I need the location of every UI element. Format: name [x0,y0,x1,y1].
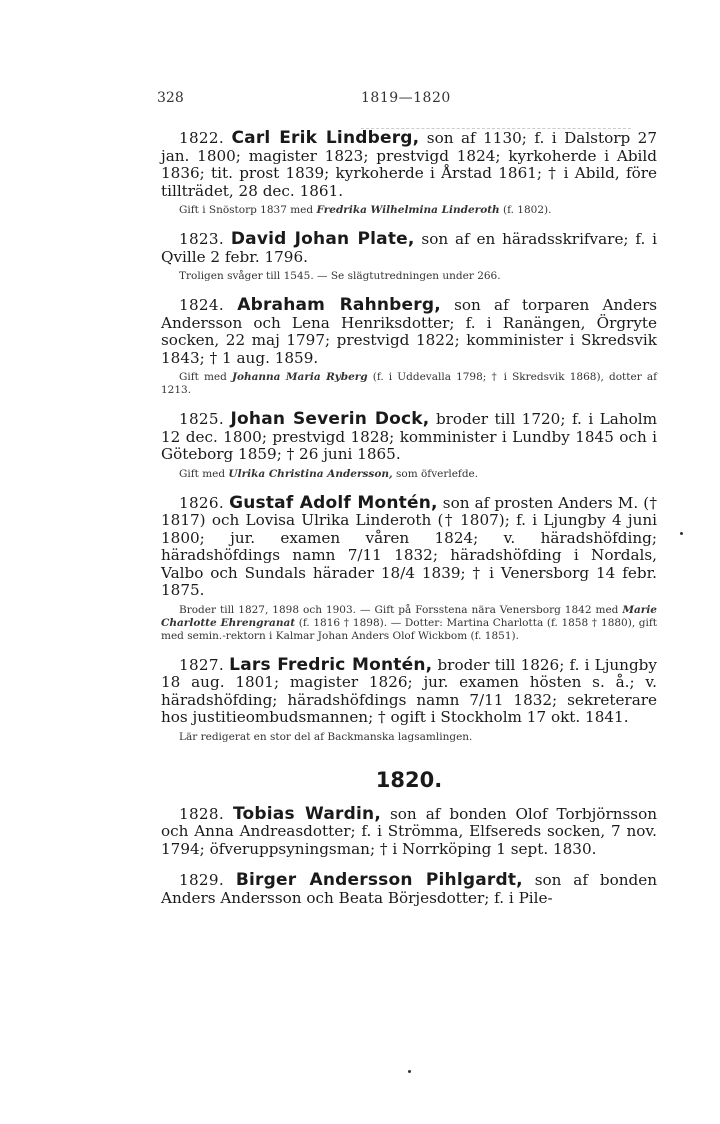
entry-note: Broder till 1827, 1898 och 1903. — Gift på Forsstena nära Venersborg 1842 med Marie Charlotte Ehrengranat (f. 1816 † 1898). — Dotter: Martina Charlotta (f. 1858 † 1880), gift med semin.-rektorn i Kalmar Johan Anders Olof Wickbom (f. 1851). [161,603,657,642]
entry-1823 [161,231,657,266]
entry-1826 [161,492,657,600]
margin-mark [408,1070,411,1073]
entry-name: Gustaf Adolf Montén, [229,492,438,513]
entry-note: Gift med Ulrika Christina Andersson, som öfverlefde. [179,467,479,480]
entry-text: son af prosten Anders M. († 1817) och Lovisa Ulrika Linderoth († 1807); f. i Ljungby 4 juni 1800; jur. examen våren 1824; v. häradshöfding; häradshöfdings namn 7/11 1832; häradshöfding i Nordals, Valbo och Sundals härader 18/4 1839; † i Venersborg 14 febr. 1875. [161,493,657,599]
entry-1828 [161,803,658,859]
entry-text: son af en häradsskrifvare; f. i Qville 2 febr. 1796. [161,230,658,266]
entry-number: 1828. [179,804,224,823]
entry-text: broder till 1826; f. i Ljungby 18 aug. 1801; magister 1826; jur. examen hösten s. å.; v. häradshöfding; häradshöfdings namn 7/11 1832; sekreterare hos justitieombudsmannen; † ogift i Stockholm 17 okt. 1841. [161,655,657,726]
entry-number: 1825. [179,410,224,428]
header-years: 1819—1820 [361,90,451,106]
entry-text: son af bonden Anders Andersson och Beata Börjesdotter; f. i Pile- [161,871,658,907]
entry-text: broder till 1720; f. i Laholm 12 dec. 1800; prestvigd 1828; komminister i Lundby 1845 och i Göteborg 1859; † 26 juni 1865. [161,410,658,463]
entry-1829 [161,872,657,907]
entry-number: 1823. [179,230,224,248]
entry-text: son af 1130; f. i Dalstorp 27 jan. 1800; magister 1823; prestvigd 1824; kyrkoherde i Abild 1836; tit. prost 1839; kyrkoherde i Årstad 1861; † i Abild, före tillträdet, 28 dec. 1861. [161,129,657,200]
header-rule [361,128,631,129]
entry-note: Lär redigerat en stor del af Backmanska lagsamlingen. [179,730,473,743]
entry-1824 [161,297,657,367]
entry-name: Birger Andersson Pihlgardt, [235,870,523,890]
entry-note: Troligen svåger till 1545. — Se slägtutredningen under 266. [179,270,501,282]
page [157,90,658,907]
entry-1827 [161,654,657,727]
entry-name: Abraham Rahnberg, [237,295,441,315]
entry-name: Tobias Wardin, [232,803,382,824]
entry-number: 1827. [179,655,224,674]
entry-name: Lars Fredric Montén, [229,654,433,675]
entry-1825 [161,411,657,464]
entry-name: David Johan Plate, [230,229,415,249]
entry-note: Gift med Johanna Maria Ryberg (f. i Uddevalla 1798; † i Skredsvik 1868), dotter af 1213. [161,371,657,396]
entry-text: son af bonden Olof Torbjörnsson och Anna Andreasdotter; f. i Strömma, Elfsereds socken, 7 nov. 1794; öfveruppsyningsman; † i Norrköping 1 sept. 1830. [161,804,658,858]
running-header [157,90,657,110]
margin-mark [680,532,683,535]
entry-note: Gift i Snöstorp 1837 med Fredrika Wilhelmina Linderoth (f. 1802). [179,204,552,216]
year-heading: 1820. [375,767,443,792]
page-number: 328 [157,90,184,106]
entry-name: Carl Erik Lindberg, [231,128,420,148]
entry-text: son af torparen Anders Andersson och Lena Henriksdotter; f. i Ranängen, Örgryte socken, 22 maj 1797; prestvigd 1822; komminister i Skredsvik 1843; † 1 aug. 1859. [161,296,658,367]
entry-1822 [161,130,657,200]
entry-number: 1826. [179,493,224,512]
entry-number: 1822. [179,129,224,147]
entry-number: 1824. [179,296,224,314]
entry-name: Johan Severin Dock, [230,409,430,429]
entry-number: 1829. [179,871,224,889]
